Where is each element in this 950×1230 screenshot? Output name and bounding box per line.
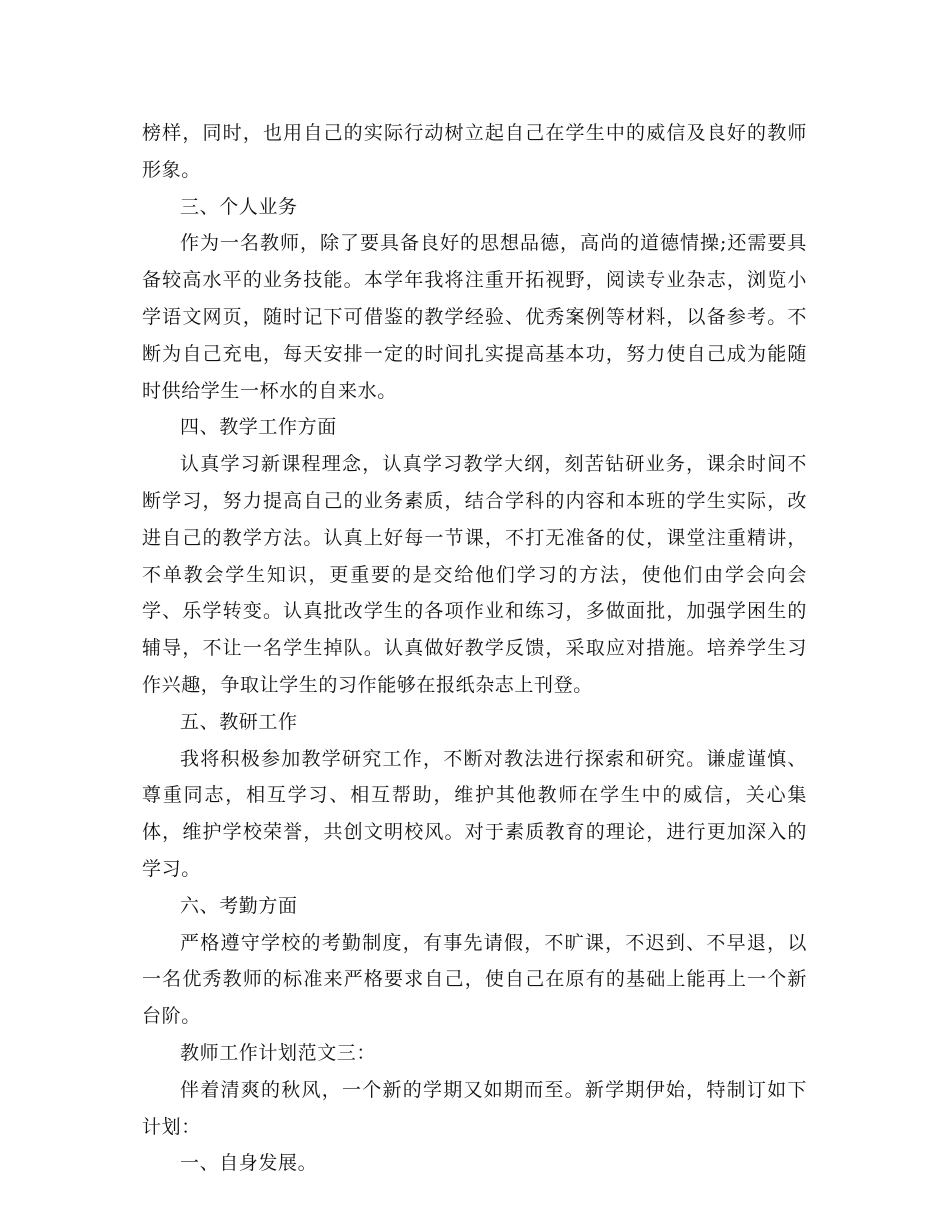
section-heading-teaching-research: 五、教研工作 xyxy=(180,710,298,733)
document-body xyxy=(142,115,807,1182)
sample-title-three: 教师工作计划范文三： xyxy=(180,1041,377,1064)
section-heading-attendance: 六、考勤方面 xyxy=(180,894,298,917)
section-heading-personal-business: 三、个人业务 xyxy=(180,195,298,218)
paragraph-attendance: 严格遵守学校的考勤制度，有事先请假，不旷课，不迟到、不早退，以一名优秀教师的标准来严格要求自己，使自己在原有的基础上能再上一个新台阶。 xyxy=(142,931,807,1028)
section-heading-teaching-work: 四、教学工作方面 xyxy=(180,416,337,439)
paragraph-personal-business: 作为一名教师，除了要具备良好的思想品德，高尚的道德情操;还需要具备较高水平的业务技能。本学年我将注重开拓视野，阅读专业杂志，浏览小学语文网页，随时记下可借鉴的教学经验、优秀案例等材料，以备参考。不断为自己充电，每天安排一定的时间扎实提高基本功，努力使自己成为能随时供给学生一杯水的自来水。 xyxy=(142,232,807,402)
paragraph-continuation: 榜样，同时，也用自己的实际行动树立起自己在学生中的威信及良好的教师形象。 xyxy=(142,122,807,181)
section-heading-self-development: 一、自身发展。 xyxy=(180,1152,318,1175)
paragraph-intro: 伴着清爽的秋风，一个新的学期又如期而至。新学期伊始，特制订如下计划： xyxy=(142,1078,807,1138)
paragraph-teaching-work: 认真学习新课程理念，认真学习教学大纲，刻苦钻研业务，课余时间不断学习，努力提高自己的业务素质，结合学科的内容和本班的学生实际，改进自己的教学方法。认真上好每一节课，不打无准备的仗，课堂注重精讲，不单教会学生知识，更重要的是交给他们学习的方法，使他们由学会向会学、乐学转变。认真批改学生的各项作业和练习，多做面批，加强学困生的辅导，不让一名学生掉队。认真做好教学反馈，采取应对措施。培养学生习作兴趣，争取让学生的习作能够在报纸杂志上刊登。 xyxy=(142,453,807,696)
paragraph-teaching-research: 我将积极参加教学研究工作，不断对教法进行探索和研究。谦虚谨慎、尊重同志，相互学习、相互帮助，维护其他教师在学生中的威信，关心集体，维护学校荣誉，共创文明校风。对于素质教育的理论，进行更加深入的学习。 xyxy=(142,747,807,880)
